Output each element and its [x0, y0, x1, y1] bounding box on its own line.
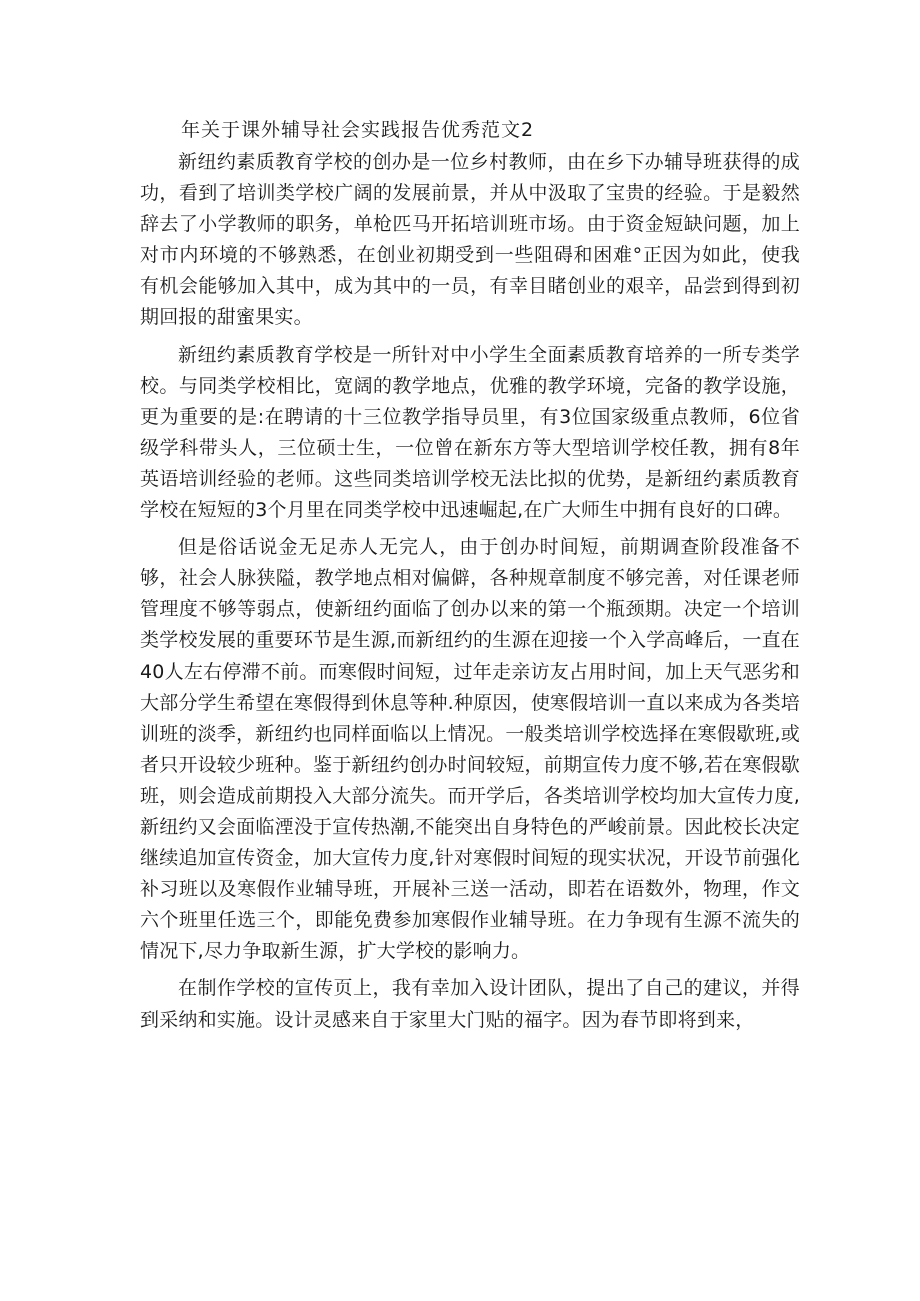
paragraph-3: 但是俗话说金无足赤人无完人，由于创办时间短，前期调查阶段准备不够，社会人脉狭隘，教学地点相对偏僻，各种规章制度不够完善，对任课老师管理度不够等弱点，使新纽约面临了创办以来的第一个瓶颈期。决定一个培训类学校发展的重要环节是生源,而新纽约的生源在迎接一个入学高峰后，一直在40人左右停滞不前。而寒假时间短，过年走亲访友占用时间，加上天气恶劣和大部分学生希望在寒假得到休息等种.种原因，使寒假培训一直以来成为各类培训班的淡季，新纽约也同样面临以上情况。一般类培训学校选择在寒假歇班,或者只开设较少班种。鉴于新纽约创办时间较短，前期宣传力度不够,若在寒假歇班，则会造成前期投入大部分流失。而开学后，各类培训学校均加大宣传力度,新纽约又会面临湮没于宣传热潮,不能突出自身特色的严峻前景。因此校长决定继续追加宣传资金，加大宣传力度,针对寒假时间短的现实状况，开设节前强化补习班以及寒假作业辅导班，开展补三送一活动，即若在语数外，物理，作文六个班里任选三个，即能免费参加寒假作业辅导班。在力争现有生源不流失的情况下,尽力争取新生源，扩大学校的影响力。 — [140, 536, 800, 963]
document-body — [140, 147, 800, 1036]
paragraph-1: 新纽约素质教育学校的创办是一位乡村教师，由在乡下办辅导班获得的成功，看到了培训类学校广阔的发展前景，并从中汲取了宝贵的经验。于是毅然辞去了小学教师的职务，单枪匹马开拓培训班市场。由于资金短缺问题，加上对市内环境的不够熟悉，在创业初期受到一些阻碍和困难°正因为如此，使我有机会能够加入其中，成为其中的一员，有幸目睹创业的艰辛，品尝到得到初期回报的甜蜜果实。 — [140, 151, 800, 329]
paragraph-4: 在制作学校的宣传页上，我有幸加入设计团队，提出了自己的建议，并得到采纳和实施。设计灵感来自于家里大门贴的福字。因为春节即将到来， — [140, 977, 800, 1031]
paragraph-2: 新纽约素质教育学校是一所针对中小学生全面素质教育培养的一所专类学校。与同类学校相比，宽阔的教学地点，优雅的教学环境，完备的教学设施，更为重要的是:在聘请的十三位教学指导员里，有3位国家级重点教师，6位省级学科带头人，三位硕士生，一位曾在新东方等大型培训学校任教，拥有8年英语培训经验的老师。这些同类培训学校无法比拟的优势，是新纽约素质教育学校在短短的3个月里在同类学校中迅速崛起,在广大师生中拥有良好的口碑。 — [140, 343, 800, 522]
document-title: 年关于课外辅导社会实践报告优秀范文2 — [181, 119, 535, 141]
